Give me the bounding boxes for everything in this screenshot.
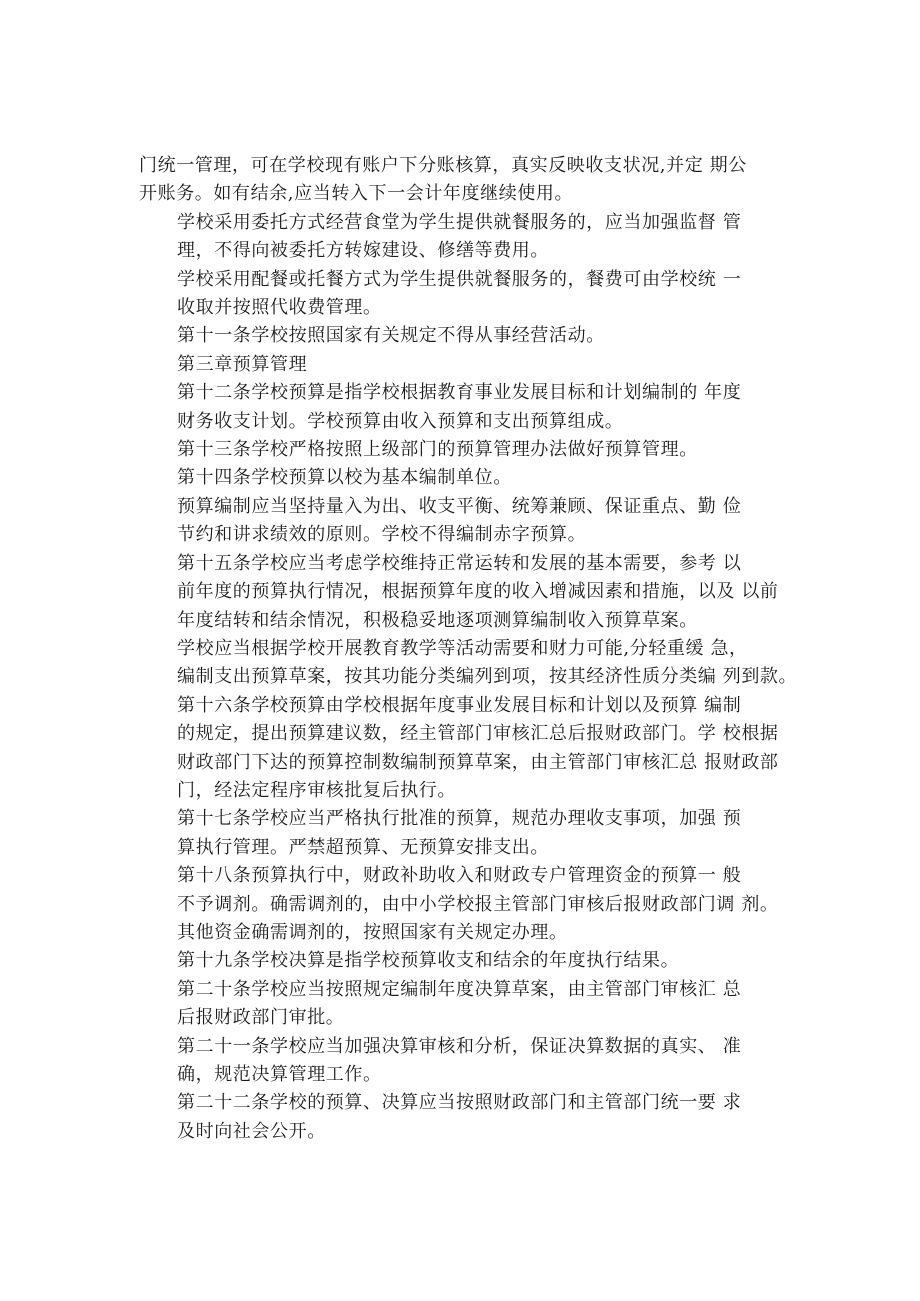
paragraph-line: 预算编制应当坚持量入为出、收支平衡、统筹兼顾、保证重点、勤 俭 [177, 495, 742, 517]
paragraph-line: 第十四条学校预算以校为基本编制单位。 [177, 467, 512, 489]
paragraph-line: 门，经法定程序审核批复后执行。 [177, 779, 456, 801]
paragraph-line: 门统一管理，可在学校现有账户下分账核算，真实反映收支状况,并定 期公 [139, 155, 747, 176]
paragraph-line: 第十九条学校决算是指学校预算收支和结余的年度执行结果。 [177, 950, 680, 972]
paragraph-line: 财务收支计划。学校预算由收入预算和支出预算组成。 [177, 410, 624, 432]
paragraph-line: 财政部门下达的预算控制数编制预算草案，由主管部门审核汇总 报财政部 [177, 751, 779, 773]
paragraph-line: 第十六条学校预算由学校根据年度事业发展目标和计划以及预算 编制 [177, 694, 742, 716]
paragraph-line: 收取并按照代收费管理。 [177, 297, 382, 319]
paragraph-line: 年度结转和结余情况，积极稳妥地逐项测算编制收入预算草案。 [177, 609, 698, 631]
document-paragraph [139, 635, 798, 692]
paragraph-line: 不予调剂。确需调剂的，由中小学校报主管部门审核后报财政部门调 剂。 [177, 893, 779, 915]
paragraph-line: 的规定，提出预算建议数，经主管部门审核汇总后报财政部门。学 校根据 [177, 723, 779, 745]
document-paragraph [139, 692, 790, 806]
paragraph-line: 第二十二条学校的预算、决算应当按照财政部门和主管部门统一要 求 [177, 1092, 742, 1114]
paragraph-line: 及时向社会公开。 [177, 1120, 326, 1142]
paragraph-line: 学校应当根据学校开展教育教学等活动需要和财力可能,分轻重缓 急， [177, 637, 748, 659]
paragraph-line: 算执行管理。严禁超预算、无预算安排支出。 [177, 836, 549, 858]
paragraph-line: 第十八条预算执行中，财政补助收入和财政专户管理资金的预算一 般 [177, 865, 742, 887]
document-paragraph [139, 152, 790, 209]
document-paragraph [139, 550, 790, 635]
document-paragraph [139, 209, 790, 266]
document-paragraph [139, 322, 790, 350]
document-paragraph [139, 862, 790, 947]
paragraph-line: 节约和讲求绩效的原则。学校不得编制赤字预算。 [177, 524, 587, 546]
document-paragraph [139, 266, 790, 323]
paragraph-line: 确，规范决算管理工作。 [177, 1064, 382, 1085]
document-paragraph [139, 351, 790, 379]
paragraph-line: 理，不得向被委托方转嫁建设、修缮等费用。 [177, 240, 549, 262]
paragraph-line: 学校采用配餐或托餐方式为学生提供就餐服务的，餐费可由学校统 一 [177, 268, 742, 290]
document-paragraph [139, 947, 790, 975]
document-paragraph [139, 436, 790, 464]
paragraph-line: 编制支出预算草案，按其功能分类编列到项，按其经济性质分类编 列到款。 [177, 666, 798, 688]
document-paragraph [139, 976, 790, 1033]
paragraph-line: 第十一条学校按照国家有关规定不得从事经营活动。 [177, 325, 605, 347]
paragraph-line: 第三章预算管理 [177, 353, 308, 375]
paragraph-line: 学校采用委托方式经营食堂为学生提供就餐服务的，应当加强监督 管 [177, 211, 742, 233]
document-paragraph [139, 379, 790, 436]
paragraph-line: 前年度的预算执行情况，根据预算年度的收入增减因素和措施，以及 以前 [177, 581, 779, 603]
paragraph-line: 开账务。如有结余,应当转入下一会计年度继续使用。 [139, 183, 574, 205]
paragraph-line: 第十三条学校严格按照上级部门的预算管理办法做好预算管理。 [177, 439, 698, 461]
document-paragraph [139, 493, 790, 550]
document-paragraph [139, 805, 790, 862]
paragraph-line: 第二十条学校应当按照规定编制年度决算草案，由主管部门审核汇 总 [177, 978, 742, 1000]
paragraph-line: 第十五条学校应当考虑学校维持正常运转和发展的基本需要，参考 以 [177, 552, 742, 574]
document-paragraph [139, 464, 790, 492]
paragraph-line: 其他资金确需调剂的，按照国家有关规定办理。 [177, 921, 568, 943]
paragraph-line: 第十二条学校预算是指学校根据教育事业发展目标和计划编制的 年度 [177, 382, 742, 404]
paragraph-line: 第十七条学校应当严格执行批准的预算，规范办理收支事项，加强 预 [177, 808, 742, 830]
document-body [139, 152, 798, 1146]
paragraph-line: 第二十一条学校应当加强决算审核和分析，保证决算数据的真实、 准 [177, 1035, 742, 1057]
document-paragraph [139, 1089, 790, 1146]
paragraph-line: 后报财政部门审批。 [177, 1007, 345, 1029]
document-paragraph [139, 1033, 790, 1090]
